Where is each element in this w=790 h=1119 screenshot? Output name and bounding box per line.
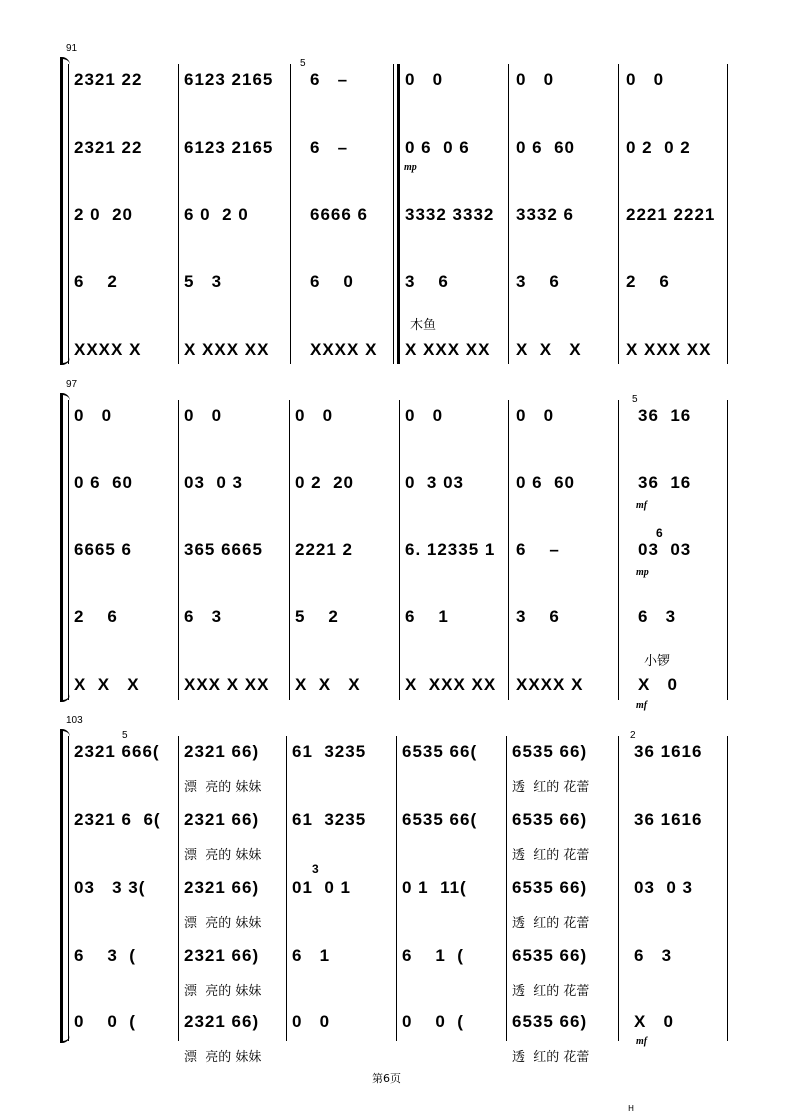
staff-cell: 2321 22	[74, 138, 143, 157]
staff-cell: 6123 2165	[184, 138, 274, 157]
staff-cell: 6535 66)	[512, 946, 588, 965]
staff-cell: 2321 66)	[184, 878, 260, 897]
staff-cell: 0 0	[184, 406, 223, 425]
staff-cell: 6 0 2 0	[184, 205, 249, 224]
dynamic-mark: mf	[636, 1036, 648, 1047]
staff-cell: 36 1616	[634, 810, 703, 829]
staff-cell: 2221 2	[295, 540, 353, 559]
staff-cell: 6 1	[292, 946, 331, 965]
staff-cell: 36 16	[638, 473, 692, 492]
barline	[727, 736, 728, 1041]
barline	[396, 736, 397, 1041]
staff-cell: 6 1 (	[402, 946, 464, 965]
barline	[508, 400, 509, 700]
barline	[178, 64, 179, 364]
lyric-line: 透 红的 花蕾	[512, 916, 590, 931]
staff-cell: 0 0	[295, 406, 334, 425]
dynamic-mark: mp	[636, 567, 649, 578]
staff-cell: 36 16	[638, 406, 692, 425]
staff-cell: 6 –	[310, 70, 349, 89]
staff-cell: 0 0	[516, 406, 555, 425]
staff-cell: 6535 66)	[512, 742, 588, 761]
staff-cell: 6665 6	[74, 540, 132, 559]
staff-cell: 0 0	[292, 1012, 331, 1031]
staff-cell: 6666 6	[310, 205, 368, 224]
staff-cell: 2321 6 6(	[74, 810, 161, 829]
staff-cell: 2321 66)	[184, 946, 260, 965]
lyric-line: 漂 亮的 妹妹	[184, 1050, 262, 1065]
staff-cell: 5 3	[184, 272, 223, 291]
barline	[727, 400, 728, 700]
staff-cell: 3 6	[516, 272, 560, 291]
staff-cell: 0 0 (	[402, 1012, 464, 1031]
measure-number: 91	[66, 43, 78, 54]
staff-cell: 0 0	[405, 406, 444, 425]
staff-cell: 0 2 0 2	[626, 138, 691, 157]
barline	[618, 64, 619, 364]
lyric-line: 漂 亮的 妹妹	[184, 984, 262, 999]
staff-cell: 6 3	[638, 607, 677, 626]
lyric-line: 漂 亮的 妹妹	[184, 916, 262, 931]
staff-cell: 6535 66)	[512, 878, 588, 897]
staff-cell: 6123 2165	[184, 70, 274, 89]
staff-cell: 6 3 (	[74, 946, 136, 965]
staff-cell: 5 2	[295, 607, 339, 626]
system-bracket	[60, 731, 73, 1041]
staff-cell: 6 1	[405, 607, 449, 626]
staff-cell: 6. 12335 1	[405, 540, 496, 559]
staff-cell: 6535 66(	[402, 742, 478, 761]
staff-cell: X 0	[634, 1012, 674, 1031]
staff-cell: 3332 6	[516, 205, 574, 224]
system-line	[68, 64, 69, 364]
grace-note: 2	[630, 730, 636, 741]
staff-cell: 03 0 3	[184, 473, 243, 492]
staff-cell: 0 0	[516, 70, 555, 89]
staff-cell: 2321 66)	[184, 810, 260, 829]
staff-cell: X XXX XX	[626, 340, 712, 359]
system-bracket	[60, 395, 73, 700]
lyric-line: 透 红的 花蕾	[512, 848, 590, 863]
staff-cell: 6535 66(	[402, 810, 478, 829]
barline	[393, 64, 394, 364]
instrument-label: 小锣	[644, 654, 671, 669]
grace-note: 5	[632, 394, 638, 405]
lyric-line: 漂 亮的 妹妹	[184, 780, 262, 795]
octave-mark: 6	[656, 526, 663, 540]
staff-cell: 6 0	[310, 272, 354, 291]
dynamic-mark: mf	[636, 700, 648, 711]
barline	[178, 400, 179, 700]
staff-cell: 6 –	[516, 540, 560, 559]
staff-cell: 6 2	[74, 272, 118, 291]
barline	[618, 400, 619, 700]
grace-note: 5	[122, 730, 128, 741]
staff-cell: 01 0 1	[292, 878, 351, 897]
staff-cell: 03 3 3(	[74, 878, 146, 897]
staff-cell: 365 6665	[184, 540, 263, 559]
staff-cell: 2221 2221	[626, 205, 716, 224]
staff-cell: 0 0 (	[74, 1012, 136, 1031]
staff-cell: XXXX X	[310, 340, 378, 359]
staff-cell: 61 3235	[292, 742, 367, 761]
octave-mark: 3	[312, 862, 319, 876]
page-number: 第6页	[372, 1072, 401, 1085]
staff-cell: 0 6 60	[74, 473, 133, 492]
double-barline	[397, 64, 400, 364]
barline	[618, 736, 619, 1041]
staff-cell: 2321 66)	[184, 742, 260, 761]
measure-number: 103	[66, 715, 83, 726]
barline	[508, 64, 509, 364]
staff-cell: X X X	[295, 675, 361, 694]
lyric-line: 透 红的 花蕾	[512, 984, 590, 999]
system-bracket	[60, 59, 73, 363]
staff-cell: 6 –	[310, 138, 349, 157]
staff-cell: 0 6 0 6	[405, 138, 470, 157]
staff-cell: 03 0 3	[634, 878, 693, 897]
staff-cell: XXX X XX	[184, 675, 270, 694]
measure-number: 97	[66, 379, 78, 390]
staff-cell: X XXX XX	[184, 340, 270, 359]
staff-cell: 36 1616	[634, 742, 703, 761]
system-line	[68, 736, 69, 1041]
staff-cell: 0 3 03	[405, 473, 464, 492]
staff-cell: 0 1 11(	[402, 878, 467, 897]
corner-mark: H	[628, 1104, 635, 1113]
grace-note: 5	[300, 58, 306, 69]
staff-cell: 0 6 60	[516, 138, 575, 157]
lyric-line: 漂 亮的 妹妹	[184, 848, 262, 863]
barline	[178, 736, 179, 1041]
staff-cell: 3 6	[405, 272, 449, 291]
staff-cell: 2 6	[626, 272, 670, 291]
barline	[289, 400, 290, 700]
staff-cell: 0 2 20	[295, 473, 354, 492]
lyric-line: 透 红的 花蕾	[512, 1050, 590, 1065]
staff-cell: XXXX X	[516, 675, 584, 694]
staff-cell: 2 0 20	[74, 205, 133, 224]
staff-cell: 2321 666(	[74, 742, 160, 761]
staff-cell: 3 6	[516, 607, 560, 626]
staff-cell: X XXX XX	[405, 340, 491, 359]
staff-cell: 0 0	[74, 406, 113, 425]
barline	[286, 736, 287, 1041]
barline	[727, 64, 728, 364]
staff-cell: 2321 66)	[184, 1012, 260, 1031]
barline	[506, 736, 507, 1041]
staff-cell: X X X	[516, 340, 582, 359]
staff-cell: X X X	[74, 675, 140, 694]
barline	[399, 400, 400, 700]
staff-cell: 2321 22	[74, 70, 143, 89]
staff-cell: 6535 66)	[512, 810, 588, 829]
staff-cell: 6535 66)	[512, 1012, 588, 1031]
staff-cell: X 0	[638, 675, 678, 694]
staff-cell: X XXX XX	[405, 675, 497, 694]
barline	[290, 64, 291, 364]
staff-cell: XXXX X	[74, 340, 142, 359]
lyric-line: 透 红的 花蕾	[512, 780, 590, 795]
dynamic-mark: mp	[404, 162, 417, 173]
instrument-label: 木鱼	[410, 318, 437, 333]
system-line	[68, 400, 69, 700]
staff-cell: 3332 3332	[405, 205, 495, 224]
staff-cell: 2 6	[74, 607, 118, 626]
dynamic-mark: mf	[636, 500, 648, 511]
staff-cell: 6 3	[634, 946, 673, 965]
staff-cell: 0 0	[405, 70, 444, 89]
staff-cell: 0 0	[626, 70, 665, 89]
staff-cell: 61 3235	[292, 810, 367, 829]
staff-cell: 0 6 60	[516, 473, 575, 492]
staff-cell: 6 3	[184, 607, 223, 626]
staff-cell: 03 03	[638, 540, 692, 559]
